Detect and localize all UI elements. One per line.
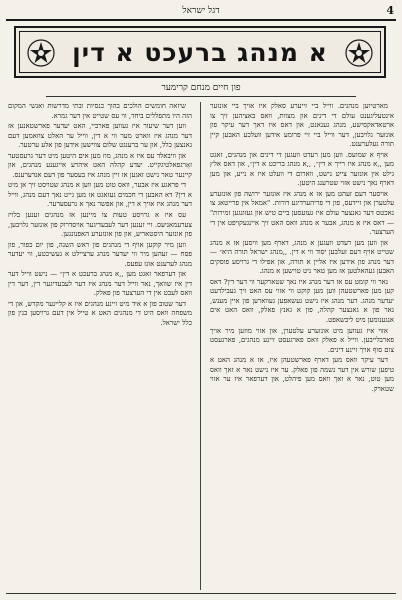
title-box (14, 26, 386, 78)
paragraph: אזוי איז געווען מיט אונזערע עלטערן, און אזוי מוזען מיר אויך פארבלייבען. ווייל א פאלק וואס פארגעסט זיינע מנהגים, פארגעסט צום סוף אויך זיינע דינים. (210, 326, 394, 354)
journal-name: דגל ישראל (182, 6, 220, 16)
star-medallion-icon (26, 38, 56, 68)
article-title: א מנהג ברעכט א דין (72, 37, 328, 67)
page-number: 4 (386, 4, 394, 17)
running-header (6, 4, 396, 18)
paragraph: דער שטוב פון א איד מיט זיינע מנהגים איז א קליינער מקדש, און די משפחה וואס היט די מנהגים האט א טייל אין דעם גרויסען בנין פון כלל ישראל. (8, 299, 192, 328)
paragraph: דער עיקר וואס מען דארף פארשטעהן איז, אז א מנהג האט א טיפען שורש אין דער נשמה פון פאלק. ער איז נישט נאר א זאך וואס מען טוט, נאר א זאך וואס מען פיהלט, און דערפאר איז ער אזוי שטארק. (210, 356, 394, 393)
paragraph: עס איז א גרויסע טעות צו מיינען אז מנהגים זענען בלויז צערעמאניעס. זיי זענען דער לעבעדיגער אויסדרוק פון אונזער גלויבען, פון אונזער היסטאריע, און פון אונזערע האפנונגען. (8, 211, 192, 239)
paragraph: די פראגע איז אבער, וואס טוט מען ווען א מנהג שטויסט זיך אן מיט א דין? דא האבען די חכמים געזאגט אז מען גייט נאך דעם מנהג, ווייל דער מנהג איז אויך א דין, און אפשר נאך א גרעסערער. (8, 181, 192, 209)
paragraph: אויסער דעם זעהט מען אז א מנהג איז אונזער ירושה פון אונזערע עלטערן און זיידעס, פון די פריהערדיגע דורות. "אמאל אין פרייטאג צו נאכטס דער גאנצער עולם איז געזעסען ביים טיש און געזונגען זמירות" — דאס איז א מנהג, אבער א מנהג וואס האט זיך איינגעקויפט אין די הערצער. (210, 189, 394, 237)
star-medallion-icon (344, 38, 374, 68)
byline-rule (46, 96, 356, 97)
newspaper-page (6, 4, 396, 596)
text-column-right (210, 102, 394, 590)
column-divider (200, 102, 201, 590)
author-byline: פון חיים מנחם קרימער (161, 83, 241, 93)
paragraph: אויף א שמועס. ווען מען רעדט וועגען די דינים און מנהגים, זאגט מען ,,א מנהג איז רייך א דין״, ,,א מנהג בריכט א דין״, און דאס אלץ גילט אין אונזער צייט נישט, ווארום די וועלט איז א נייע, און מען דארף נאך נישט אזוי שטרענג היטען. (210, 150, 394, 188)
paragraph: און ווען מען רעדט וועגען א מנהג, דארף מען וויסען אז א מנהג שטייט אויף דעם זעלבען יסוד ווי א דין. ,,מנהג ישראל תורה היא״ — דער מנהג פון אידען איז אליין א תורה, און אפילו די גרויסע פוסקים האבען געהאלטען אז מען טאר ניט טוישען א מנהג. (210, 238, 394, 276)
paragraph: און דערפאר זאגט מען ,,א מנהג ברעכט א דין״ — נישט ווייל דער דין איז שוואך, נאר ווייל דער מנהג איז דער לעבעדיגער דין, דער דין וואס לעבט אין די הערצער פון פאלק. (8, 270, 192, 298)
header-rule (6, 19, 396, 21)
paragraph: נאר ווי קומט עס אז דער מנהג איז נאך שטארקער ווי דער דין? דאס קען מען פארשטעהן ווען מען קוקט ווי אזוי עס האט זיך געבילדעט יעדער מנהג. דער מנהג איז נישט געשאפען געווארען פון איין מענש, נאר פון א גאנצער קהלה, פון א גאנץ פאלק, וואס האט אים אנגענומען מיט ליבשאפט. (210, 277, 394, 325)
footer-rule (6, 593, 396, 594)
paragraph: מארטיוען מנהגים. ווייל ביי זייערע סאלק איז אויך ביי אונזער אינטעליגענט עולם די דינים און מצוות, וואס באציהען זיך צו ארטאדאקסישע, מנהג גענאנט, און דאס איז דאך דער עיקר פון אונזער גלויבען, דער ווייל ביי זיי פרומע אידען וועלכע האבען קיין תורה געלערענט. (210, 102, 394, 149)
paragraph: ווען מיר קוקען אויף די מנהגים פון ראש השנה, פון יום כפור, פון פסח — זעהען מיר ווי יעדער מנהג ערציילט א געשיכטע, ווי יעדער מנהג לערענט אונז עפעס. (8, 240, 192, 268)
paragraph: און וויבאלד עס איז א מנהג, מוז מען אים היטען מיט דער גרעסטער זאָרגפאלטיגקייט. יעדע קהלה האט איהרע אייגענע מנהגים, און קיינער טאר נישט זאגען אז זיין מנהג איז בעסער פון דעם אנדערענס. (8, 151, 192, 179)
text-column-left (8, 102, 192, 590)
paragraph: שיזאה חומשים הולכים בהוך כנסיות ובתי מדרשות ואנשי המקום הזה היו מתפללים ביחד, ווי עס שטייט אין דער גמרא. (8, 102, 192, 120)
paragraph: ווען דער שיעור איז געווען פארביי, האט יעדער פארשטאנען אז דער מנהג איז ווארט מער ווי א דין, ווייל ער האלט צוזאמען דעם גאנצען כלל, און ער ברענגט שלום צווישען אידען פון אלע ערטער. (8, 122, 192, 150)
